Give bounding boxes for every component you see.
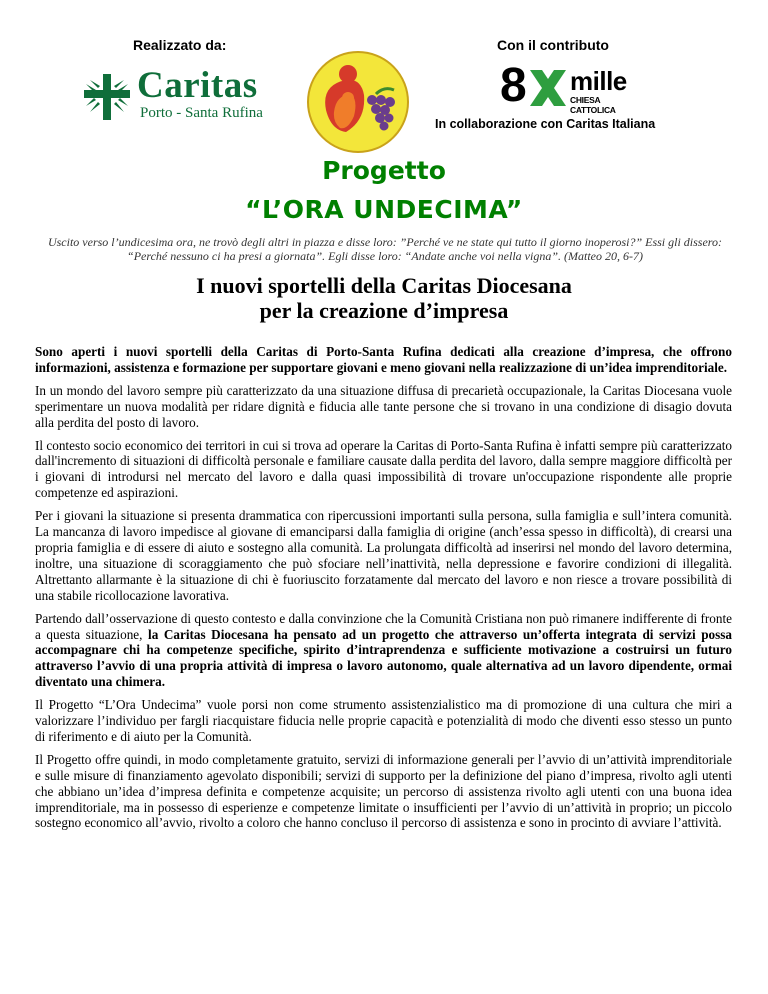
collaborazione-label: In collaborazione con Caritas Italiana bbox=[435, 117, 656, 131]
paragraph-5 bbox=[35, 611, 732, 691]
paragraph-6: Il Progetto “L’Ora Undecima” vuole porsi non come strumento assistenzialistico ma di promozione di una cultura che miri a valorizzare l’individuo per fargli riacquistare fiducia nelle proprie capacità e potenzialità di modo che diventi esso stesso un punto di riferimento e di aiuto per la Comunità. bbox=[35, 697, 732, 744]
headline bbox=[0, 273, 768, 323]
x-mark-icon bbox=[526, 66, 570, 110]
caritas-logo bbox=[82, 65, 267, 130]
caritas-name: Caritas bbox=[137, 65, 258, 106]
paragraph-4: Per i giovani la situazione si presenta drammatica con ripercussioni importanti sulla persona, sulla famiglia e sull’intera comunità. La mancanza di lavoro impedisce al giovane di emanciparsi dalla famiglia di origine (anch’essa spesso in difficoltà), di crearsi una propria famiglia e di essere di aiuto e sostegno alla comunità. La prolungata difficoltà ad inserirsi nel mondo del lavoro determina, inoltre, una situazione di scoraggiamento che può sfociare nell’inattività, nella depressione e favorire condizioni di illegalità. Altrettanto allarmante è la situazione di chi è fuoriuscito forzatamente dal mercato del lavoro e non riesce a trovare possibilità di una stabile ricollocazione lavorativa. bbox=[35, 508, 732, 603]
article-body bbox=[35, 344, 732, 838]
paragraph-5-bold: la Caritas Diocesana ha pensato ad un progetto che attraverso un’offerta integrata di servizi possa accompagnare chi ha competenze specifiche, spirito d’intraprendenza e sufficiente motivazione a costruirsi un futuro attraverso l’avvio di una propria attività di impresa o lavoro autonomo, quale alternativa ad un lavoro dipendente, ormai diventato una chimera. bbox=[35, 626, 732, 690]
paragraph-2: In un mondo del lavoro sempre più caratterizzato da una situazione diffusa di precarietà occupazionale, la Caritas Diocesana vuole sperimentare un nuova modalità per ridare dignità e fiducia alle tante persone che si trovano in una condizione di disagio dovuta alla perdita del posto di lavoro. bbox=[35, 382, 732, 430]
paragraph-7: Il Progetto offre quindi, in modo completamente gratuito, servizi di informazione generali per l’avvio di un’attività imprenditoriale e sulle misure di finanziamento agevolato disponibili; servizi di supporto per la definizione del piano d’impresa, rivolto agli utenti che abbiano un’idea d’impresa definita e competenze acquisite; un percorso di assistenza rivolto agli utenti con una buona idea imprenditoriale, ma in possesso di esperienze e competenze limitate o insufficienti per l’avvio di un’attività in proprio; un piccolo sostegno economico all’avvio, rivolto a coloro che hanno concluso il percorso di assistenza e sono in procinto di avviare l’attività. bbox=[35, 751, 732, 831]
paragraph-5-plain: Partendo dall’osservazione di questo contesto e dalla convinzione che la Comunità Cristiana non può rimanere indifferente di fronte a questa situazione, bbox=[35, 610, 732, 642]
caritas-cross-icon bbox=[82, 72, 132, 122]
project-emblem-icon bbox=[306, 50, 410, 154]
headline-line1: I nuovi sportelli della Caritas Diocesana bbox=[196, 273, 572, 298]
realizzato-label: Realizzato da: bbox=[133, 37, 227, 53]
project-title-line2: “L’ORA UNDECIMA” bbox=[245, 195, 523, 224]
contributo-label: Con il contributo bbox=[497, 37, 609, 53]
bible-quote: Uscito verso l’undicesima ora, ne trovò degli altri in piazza e disse loro: ”Perché ve ne state qui tutto il giorno inoperosi?” Essi gli dissero: “Perché nessuno ci ha presi a giornata”. Egli disse loro: “Andate anche voi nella vigna”. (Matteo 20, 6-7) bbox=[47, 235, 723, 263]
caritas-subtitle: Porto - Santa Rufina bbox=[140, 105, 263, 121]
intro-paragraph: Sono aperti i nuovi sportelli della Caritas di Porto-Santa Rufina dedicati alla creazione d’impresa, che offrono informazioni, assistenza e formazione per supportare giovani e meno giovani nella realizzazione di un’idea imprenditoriale. bbox=[35, 344, 732, 375]
paragraph-3: Il contesto socio economico dei territori in cui si trova ad operare la Caritas di Porto-Santa Rufina è infatti sempre più caratterizzato dall'incremento di situazioni di difficoltà personale e familiare causate dalla perdita del lavoro, dalla sempre maggiore difficoltà per i giovani di introdursi nel mercato del lavoro e dalla quasi impossibilità di trovare un'occupazione rispondente alle proprie competenze ed aspirazioni. bbox=[35, 437, 732, 501]
mille-eight: 8 bbox=[500, 59, 527, 112]
mille-text: mille bbox=[570, 66, 627, 96]
otto-per-mille-logo bbox=[500, 59, 640, 116]
mille-church-text: CHIESA CATTOLICA bbox=[570, 95, 616, 115]
headline-line2: per la creazione d’impresa bbox=[259, 298, 509, 323]
project-title-line1: Progetto bbox=[322, 156, 446, 185]
